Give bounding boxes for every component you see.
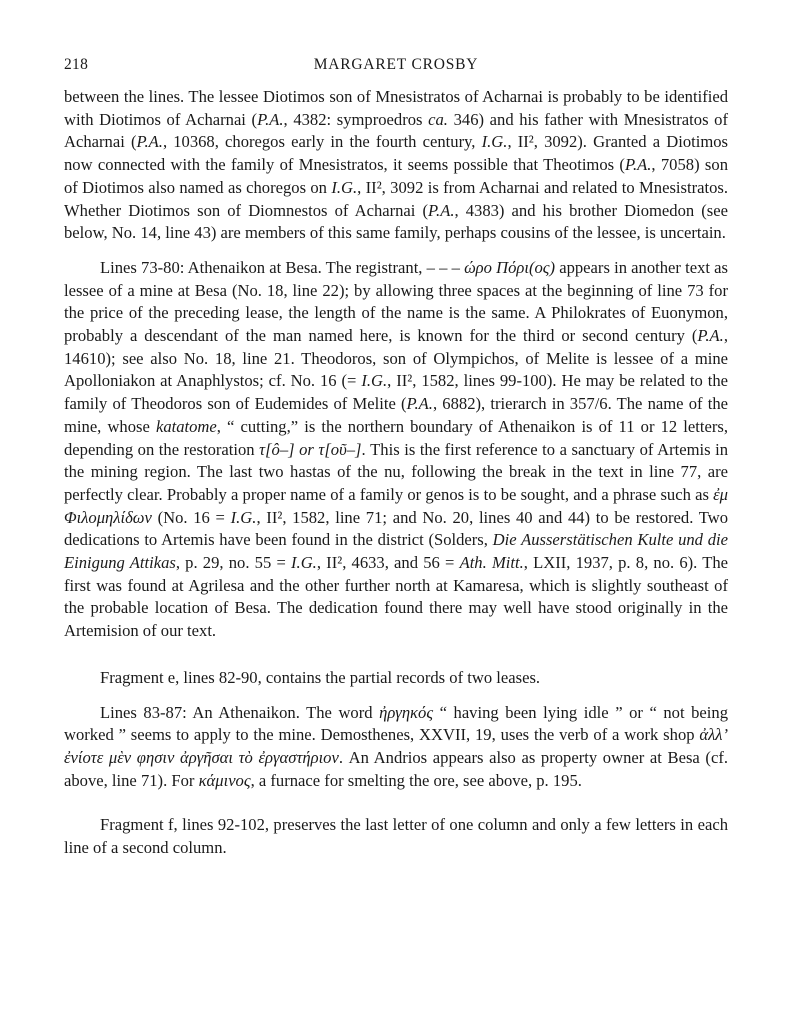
text-run: Lines 73-80: Athenaikon at Besa. The registrant, – – –: [100, 257, 465, 277]
running-head: MARGARET CROSBY: [313, 56, 479, 73]
text-run: Fragment e, lines 82-90, contains the partial records of two leases.: [100, 667, 541, 687]
italic-text-run: P.A.: [697, 326, 724, 346]
paragraph-5: [64, 814, 728, 859]
text-run: , 4383) and his brother Diomedon (see below, No. 14, line 43) are members of this same family, perhaps cousins of the lessee, is uncertain.: [64, 200, 728, 243]
text-run: , LXII, 1937, p. 8, no. 6). The first was found at Agrilesa and the other further north at Kamaresa, which is slightly southeast of the probable location of Besa. The dedication found there may well have stood originally in the Artemision of our text.: [64, 553, 728, 641]
italic-text-run: P.A.: [428, 200, 455, 220]
text-run: . An Andrios appears also as property owner at Besa (cf. above, line 71). For: [64, 747, 728, 790]
text-run: . This is the first reference to a sanctuary of Artemis in the mining region. The last two hastas of the nu, following the break in the text in line 77, are perfectly clear. Probably a proper name of a family or genos is to be sought, and a phrase such as: [64, 439, 728, 504]
text-run: , 6882), trierarch in 357/6. The name of the mine, whose: [64, 394, 728, 436]
paragraph-4: [64, 702, 728, 793]
text-run: Lines 83-87: An Athenaikon. The word: [100, 702, 380, 722]
text-run: (No. 16 =: [151, 507, 231, 527]
text-run: , a furnace for smelting the ore, see above, p. 195.: [250, 770, 582, 790]
page-header: [64, 56, 728, 74]
text-run: “ having been lying idle ” or “ not being worked ” seems to apply to the mine. Demosthenes, XXVII, 19, uses the verb of a work shop: [64, 702, 728, 745]
italic-text-run: P.A.: [624, 155, 652, 175]
italic-text-run: τ[ô–] or τ[οῦ–]: [259, 439, 362, 459]
text-run: , II², 3092 is from Acharnai and related to Mnesistratos. Whether Diotimos son of Diomnestos of Acharnai (: [64, 177, 728, 220]
text-run: Fragment f, lines 92-102, preserves the last letter of one column and only a few letters in each line of a second column.: [64, 815, 728, 858]
text-run: , II², 1582, line 71; and No. 20, lines 40 and 44) to be restored. Two dedications to Artemis have been found in the district (Solders,: [64, 507, 728, 550]
page: [64, 56, 728, 860]
text-run: , 14610); see also No. 18, line 21. Theodoros, son of Olympichos, of Melite is lessee of a mine Apolloniakon at Anaphlystos; cf. No. 16 (=: [64, 326, 728, 391]
italic-text-run: ἀλλ’ ἐνίοτε μὲν φησιν ἀργῆσαι τὸ ἐργαστήριον: [64, 725, 728, 767]
paragraph-3: [64, 667, 728, 690]
text-run: appears in another text as lessee of a mine at Besa (No. 18, line 22); by allowing three spaces at the beginning of line 73 for the price of the preceding lease, the length of the name is the same. A Philokrates of Euonymon, probably a descendant of the man named here, is known for the third or second century (: [64, 257, 728, 346]
italic-text-run: κάμινος: [198, 770, 251, 790]
text-run: , p. 29, no. 55 =: [175, 553, 292, 573]
italic-text-run: katatome: [155, 416, 217, 436]
text-run: , “ cutting,” is the northern boundary of Athenaikon is of 11 or 12 letters, depending on the restoration: [64, 416, 728, 459]
italic-text-run: ἠργηκός: [379, 702, 434, 722]
text-run: , II², 1582, lines 99-100). He may be related to the family of Theodoros son of Eudemides of Melite (: [64, 371, 728, 414]
text-run: , II², 3092). Granted a Diotimos now connected with the family of Mnesistratos, it seems possible that Theotimos (: [64, 132, 729, 175]
page-number: 218: [64, 56, 89, 73]
italic-text-run: ca.: [428, 109, 448, 129]
italic-text-run: I.G.: [230, 507, 257, 527]
italic-text-run: I.G.: [291, 553, 317, 573]
italic-text-run: P.A.: [136, 132, 163, 152]
text-run: , 10368, choregos early in the fourth century,: [162, 132, 482, 152]
text-run: 346) and his father with Mnesistratos of Acharnai (: [64, 109, 729, 152]
italic-text-run: ώρο Πόρι(ος): [464, 257, 556, 277]
italic-text-run: P.A.: [257, 109, 284, 129]
text-run: , II², 4633, and 56 =: [316, 553, 460, 573]
italic-text-run: P.A.: [406, 394, 433, 414]
text-run: , 4382: symproedros: [283, 109, 429, 129]
paragraph-1: [64, 86, 728, 245]
text-run: , 7058) son of Diotimos also named as choregos on: [64, 155, 728, 197]
italic-text-run: I.G.: [331, 177, 358, 197]
italic-text-run: Die Ausserstätischen Kulte und die Einigung Attikas: [64, 530, 729, 573]
italic-text-run: I.G.: [481, 132, 508, 152]
paragraph-2: [64, 257, 728, 643]
text-run: between the lines. The lessee Diotimos son of Mnesistratos of Acharnai is probably to be identified with Diotimos of Acharnai (: [64, 87, 728, 129]
italic-text-run: Ath. Mitt.: [459, 553, 524, 573]
italic-text-run: I.G.: [361, 371, 388, 391]
italic-text-run: ἐμ Φιλομηλίδων: [64, 484, 728, 527]
